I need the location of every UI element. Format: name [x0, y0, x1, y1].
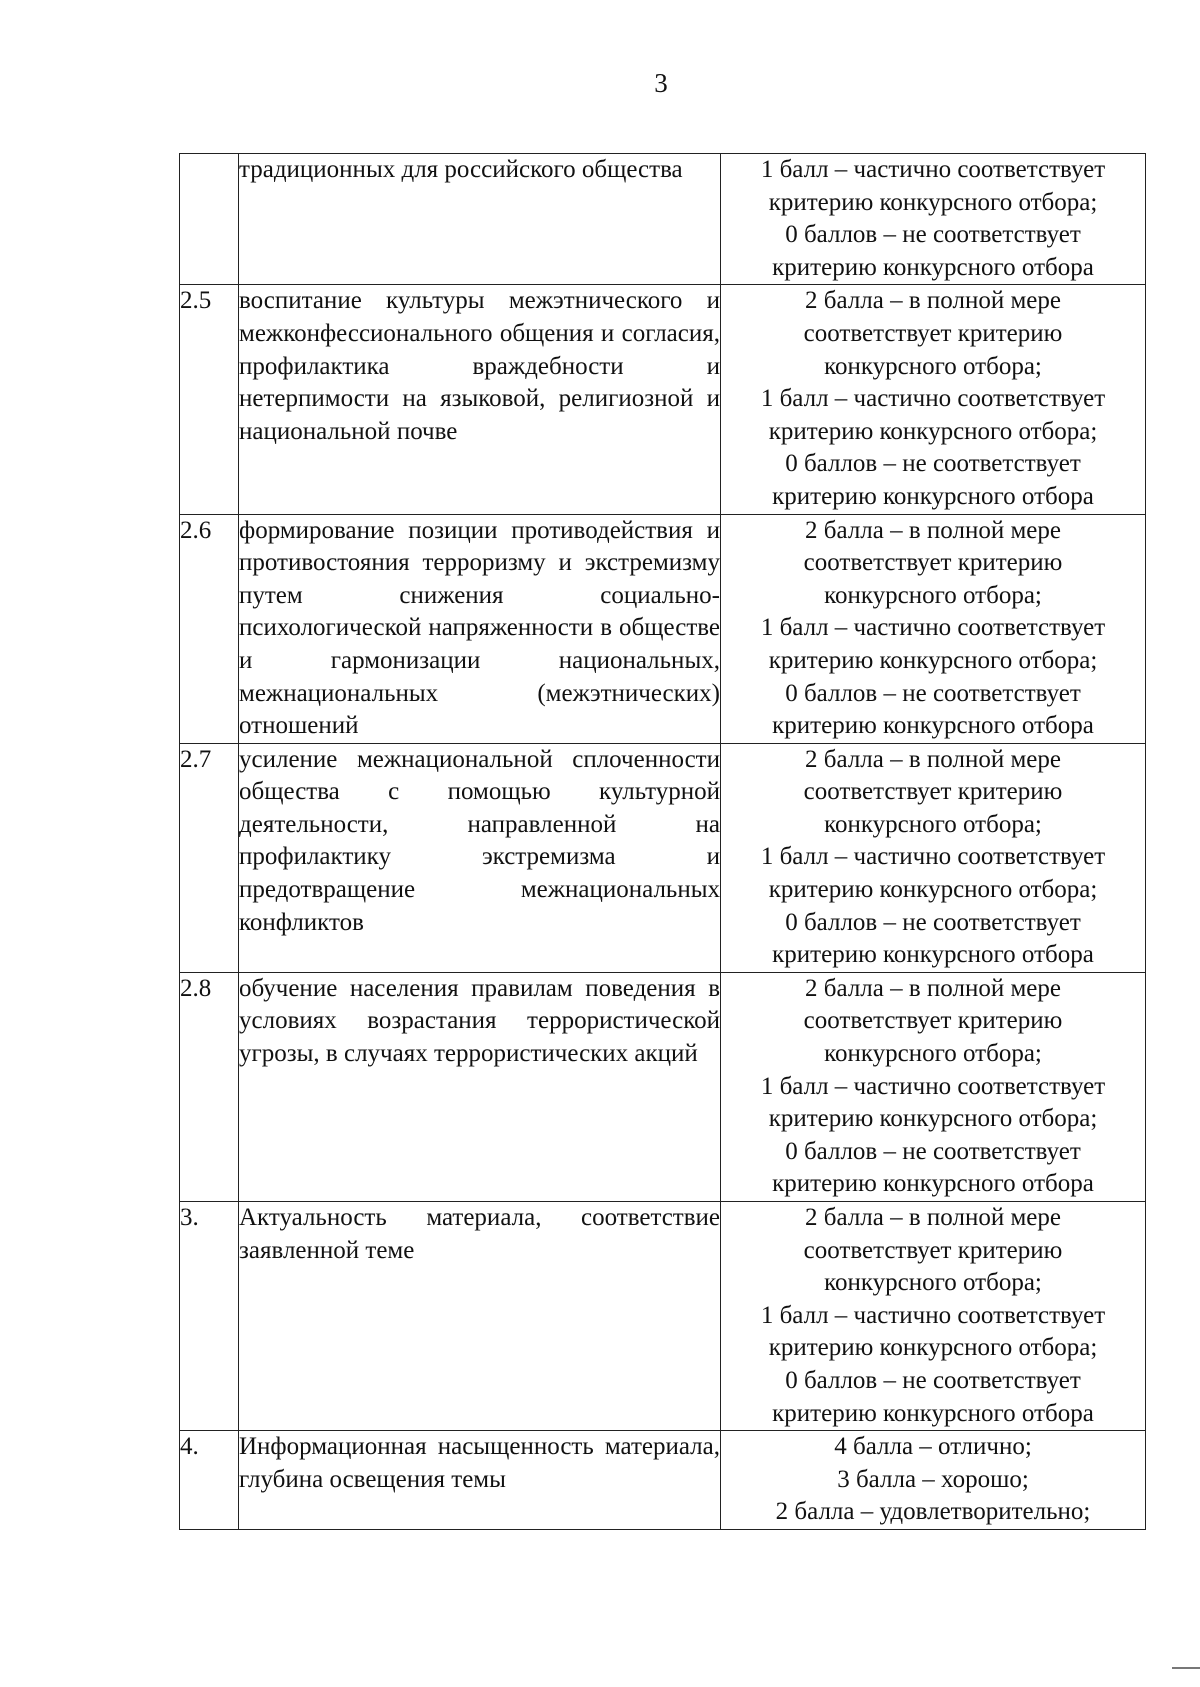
- score-line: соответствует критерию: [803, 319, 1063, 347]
- criterion-description: обучение населения правилам поведения в условиях возрастания террористической угрозы, в случаях террористических акций: [239, 974, 720, 1068]
- score-line: критерию конкурсного отбора;: [768, 876, 1098, 904]
- score-line: конкурсного отбора;: [824, 581, 1042, 609]
- score-line: критерию конкурсного отбора;: [768, 188, 1098, 216]
- criterion-description-cell: [239, 1431, 721, 1530]
- table-row: [180, 154, 1146, 285]
- criterion-description: воспитание культуры межэтнического и межконфессионального общения и согласия, профилактика враждебности и нетерпимости на языковой, религиозной и национальной почве: [239, 287, 720, 445]
- criterion-number: 2.6: [180, 514, 239, 743]
- score-line: соответствует критерию: [803, 549, 1063, 577]
- score-line: 2 балла – в полной мере: [805, 287, 1061, 315]
- score-line: критерию конкурсного отбора;: [768, 646, 1098, 674]
- score-line: конкурсного отбора;: [824, 1040, 1042, 1068]
- score-line: 0 баллов – не соответствует: [785, 221, 1081, 249]
- criterion-description-cell: [239, 285, 721, 514]
- score-line: 1 балл – частично соответствует: [760, 156, 1106, 183]
- criteria-table: [179, 153, 1146, 1530]
- criterion-number: 3.: [180, 1202, 239, 1431]
- score-line: критерию конкурсного отбора: [772, 1170, 1094, 1198]
- score-line: 1 балл – частично соответствует: [760, 843, 1106, 871]
- score-scale: [721, 972, 1146, 1201]
- score-line: 4 балла – отлично;: [834, 1433, 1032, 1461]
- page-number: 3: [654, 68, 668, 98]
- table-row: [180, 1431, 1146, 1530]
- criterion-number: 2.5: [180, 285, 239, 514]
- score-line: 0 баллов – не соответствует: [785, 679, 1081, 707]
- criteria-table-body: [180, 154, 1146, 1530]
- score-line: критерию конкурсного отбора: [772, 253, 1094, 281]
- score-line: 1 балл – частично соответствует: [760, 614, 1106, 642]
- score-line: критерию конкурсного отбора: [772, 941, 1094, 969]
- score-line: 3 балла – хорошо;: [837, 1465, 1029, 1493]
- table-row: [180, 972, 1146, 1201]
- criterion-description-cell: [239, 1202, 721, 1431]
- score-line: критерию конкурсного отбора;: [768, 417, 1098, 445]
- criterion-description: усиление межнациональной сплоченности общества с помощью культурной деятельности, направленной на профилактику экстремизма и предотвращение межнациональных конфликтов: [239, 745, 720, 936]
- criterion-description-cell: [239, 514, 721, 743]
- score-line: критерию конкурсного отбора;: [768, 1334, 1098, 1362]
- score-line: конкурсного отбора;: [824, 1269, 1042, 1297]
- criterion-description: формирование позиции противодействия и противостояния терроризму и экстремизму путем снижения социально-психологической напряженности в обществе и гармонизации национальных, межнациональных (межэтнических) отношений: [239, 516, 720, 740]
- score-line: критерию конкурсного отбора: [772, 482, 1094, 510]
- score-line: 2 балла – удовлетворительно;: [775, 1498, 1091, 1526]
- score-scale: [721, 1431, 1146, 1530]
- criterion-description-cell: [239, 972, 721, 1201]
- criterion-description-cell: [239, 743, 721, 972]
- table-row: [180, 743, 1146, 972]
- scan-mark: [1172, 1667, 1200, 1669]
- score-line: 2 балла – в полной мере: [805, 516, 1061, 544]
- score-line: 0 баллов – не соответствует: [785, 1137, 1081, 1165]
- score-line: конкурсного отбора;: [824, 810, 1042, 838]
- score-scale: [721, 1202, 1146, 1431]
- score-scale: [721, 514, 1146, 743]
- score-line: 1 балл – частично соответствует: [760, 1072, 1106, 1100]
- criterion-description: традиционных для российского общества: [239, 156, 683, 183]
- table-row: [180, 1202, 1146, 1431]
- score-line: 1 балл – частично соответствует: [760, 385, 1106, 413]
- score-line: критерию конкурсного отбора;: [768, 1105, 1098, 1133]
- score-line: 0 баллов – не соответствует: [785, 450, 1081, 478]
- score-line: критерию конкурсного отбора: [772, 1399, 1094, 1427]
- criterion-number: 4.: [180, 1431, 239, 1530]
- criterion-number: 2.7: [180, 743, 239, 972]
- criterion-description: Актуальность материала, соответствие заявленной теме: [239, 1204, 720, 1264]
- score-line: 1 балл – частично соответствует: [760, 1301, 1106, 1329]
- score-scale: [721, 743, 1146, 972]
- score-line: 2 балла – в полной мере: [805, 974, 1061, 1002]
- criterion-description-cell: [239, 154, 721, 285]
- score-line: соответствует критерию: [803, 778, 1063, 806]
- score-line: критерию конкурсного отбора: [772, 712, 1094, 740]
- score-line: конкурсного отбора;: [824, 352, 1042, 380]
- score-scale: [721, 154, 1146, 285]
- score-line: соответствует критерию: [803, 1007, 1063, 1035]
- score-line: 2 балла – в полной мере: [805, 745, 1061, 773]
- score-line: 0 баллов – не соответствует: [785, 1366, 1081, 1394]
- table-row: [180, 514, 1146, 743]
- criterion-description: Информационная насыщенность материала, глубина освещения темы: [239, 1433, 720, 1493]
- criterion-number: 2.8: [180, 972, 239, 1201]
- score-line: 0 баллов – не соответствует: [785, 908, 1081, 936]
- table-row: [180, 285, 1146, 514]
- score-line: соответствует критерию: [803, 1236, 1063, 1264]
- score-scale: [721, 285, 1146, 514]
- score-line: 2 балла – в полной мере: [805, 1204, 1061, 1231]
- criterion-number: [180, 154, 239, 285]
